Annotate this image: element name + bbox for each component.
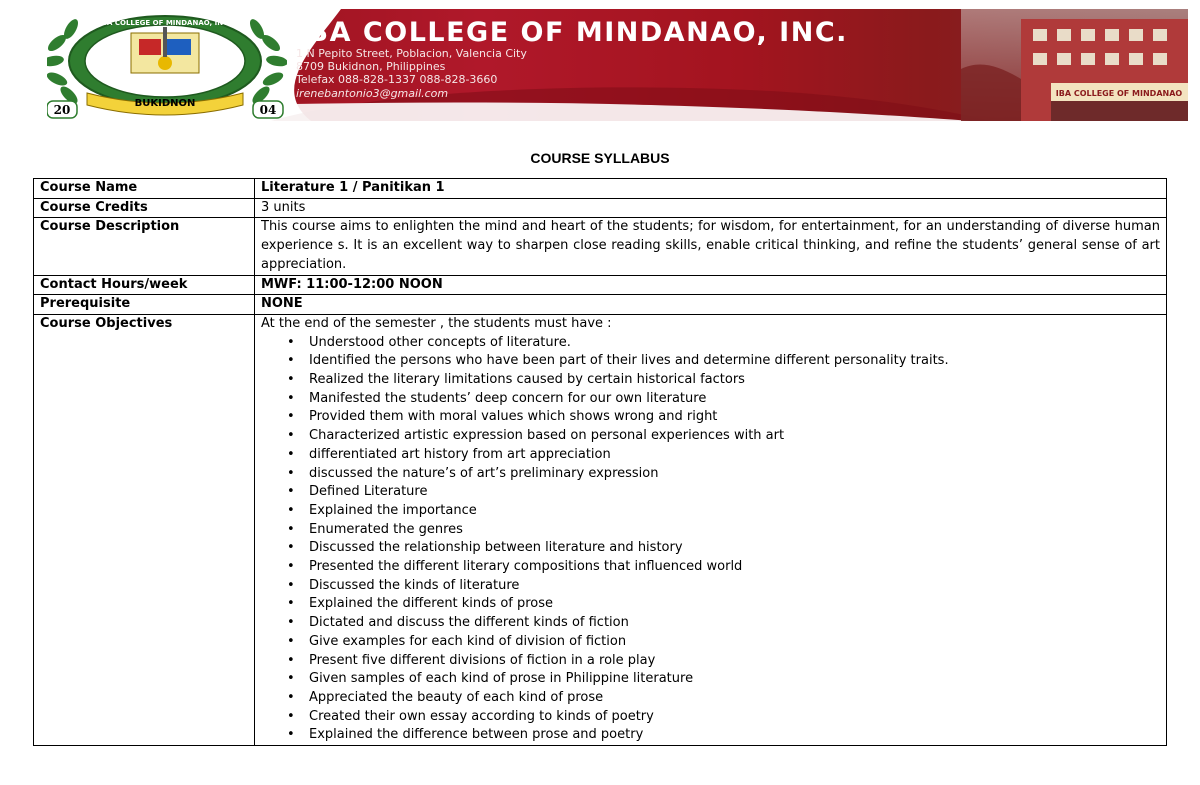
objective-item: • Provided them with moral values which shows wrong and right — [309, 408, 1160, 427]
contact-hours-value: MWF: 11:00-12:00 NOON — [255, 275, 1167, 295]
course-name-value: Literature 1 / Panitikan 1 — [255, 179, 1167, 199]
objective-item: • Identified the persons who have been part of their lives and determine different personality traits. — [309, 352, 1160, 371]
college-seal-logo — [47, 13, 287, 119]
row-course-name — [34, 179, 1167, 199]
objective-item: • Created their own essay according to kinds of poetry — [309, 708, 1160, 727]
contact-hours-label: Contact Hours/week — [34, 275, 255, 295]
building-sign-text: IBA COLLEGE OF MINDANAO — [1055, 89, 1183, 98]
objective-item: • Appreciated the beauty of each kind of prose — [309, 689, 1160, 708]
objective-item: • Discussed the kinds of literature — [309, 577, 1160, 596]
row-course-description — [34, 218, 1167, 275]
course-credits-label: Course Credits — [34, 198, 255, 218]
document-title: COURSE SYLLABUS — [530, 150, 670, 166]
objective-item: • differentiated art history from art appreciation — [309, 446, 1160, 465]
objective-item: • Given samples of each kind of prose in Philippine literature — [309, 670, 1160, 689]
address-line-1: 1 N Pepito Street, Poblacion, Valencia City — [296, 47, 527, 60]
course-description-label: Course Description — [34, 218, 255, 275]
objective-item: • Realized the literary limitations caused by certain historical factors — [309, 371, 1160, 390]
objective-item: • Enumerated the genres — [309, 521, 1160, 540]
course-objectives-label: Course Objectives — [34, 314, 255, 745]
header-banner — [11, 9, 1188, 121]
email-line: irenebantonio3@gmail.com — [296, 87, 449, 100]
address-line-2: 8709 Bukidnon, Philippines — [296, 60, 446, 73]
objective-item: • Presented the different literary compositions that influenced world — [309, 558, 1160, 577]
seal-ring-text: IBA COLLEGE OF MINDANAO, INC. — [99, 19, 231, 27]
seal-year-right: 04 — [259, 103, 277, 117]
objective-item: • Explained the importance — [309, 502, 1160, 521]
objective-item: • Discussed the relationship between literature and history — [309, 539, 1160, 558]
row-prerequisite — [34, 295, 1167, 315]
objective-item: • Characterized artistic expression based on personal experiences with art — [309, 427, 1160, 446]
objective-item: • Dictated and discuss the different kinds of fiction — [309, 614, 1160, 633]
row-course-credits — [34, 198, 1167, 218]
objective-item: • Understood other concepts of literature. — [309, 334, 1160, 353]
course-credits-value: 3 units — [255, 198, 1167, 218]
syllabus-table — [33, 178, 1167, 746]
row-course-objectives — [34, 314, 1167, 745]
objectives-intro: At the end of the semester , the students must have : — [261, 315, 612, 331]
row-contact-hours — [34, 275, 1167, 295]
prerequisite-value: NONE — [255, 295, 1167, 315]
objective-item: • Give examples for each kind of division of fiction — [309, 633, 1160, 652]
institution-name: IBA COLLEGE OF MINDANAO, INC. — [296, 17, 848, 48]
seal-year-left: 20 — [53, 103, 71, 117]
objective-item: • discussed the nature’s of art’s preliminary expression — [309, 465, 1160, 484]
objective-item: • Explained the difference between prose and poetry — [309, 726, 1160, 745]
course-objectives-cell — [255, 314, 1167, 745]
objective-item: • Present five different divisions of fiction in a role play — [309, 652, 1160, 671]
objective-item: • Defined Literature — [309, 483, 1160, 502]
course-description-value: This course aims to enlighten the mind and heart of the students; for wisdom, for entertainment, for an understanding of diverse human experience s. It is an excellent way to sharpen close reading skills, enable critical thinking, and refine the students’ general sense of art appreciation. — [255, 218, 1167, 275]
objective-item: • Manifested the students’ deep concern for our own literature — [309, 390, 1160, 409]
course-name-label: Course Name — [34, 179, 255, 199]
telefax-line: Telefax 088-828-1337 088-828-3660 — [296, 73, 498, 86]
prerequisite-label: Prerequisite — [34, 295, 255, 315]
objective-item: • Explained the different kinds of prose — [309, 595, 1160, 614]
seal-province: BUKIDNON — [134, 98, 196, 109]
objectives-list — [261, 334, 1160, 745]
campus-building-photo — [961, 9, 1188, 121]
